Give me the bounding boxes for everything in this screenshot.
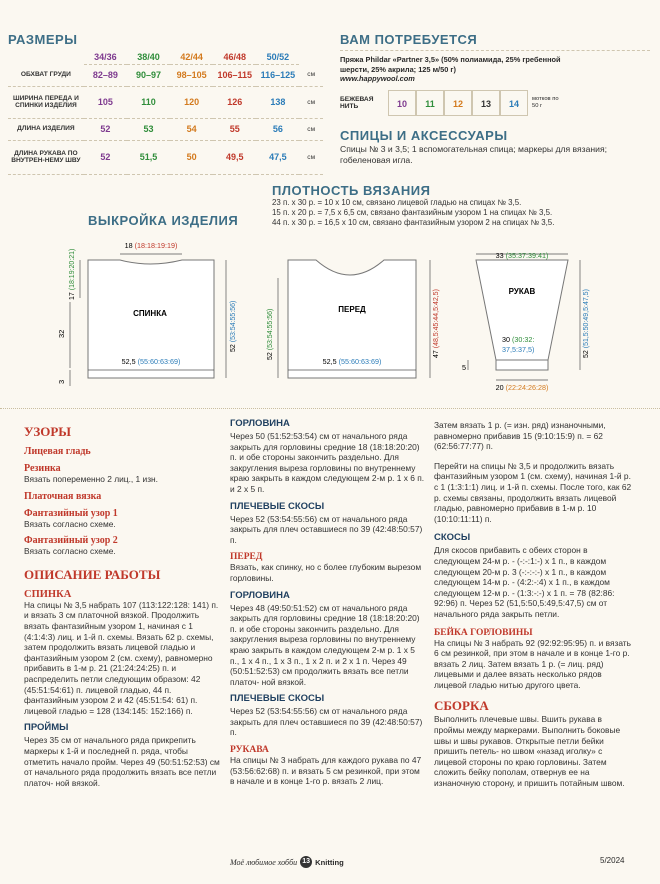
front-width-b: (55:60:63:69) bbox=[338, 357, 382, 366]
unit: см bbox=[299, 64, 323, 86]
size-value: 53 bbox=[127, 118, 170, 140]
sl-len-b: (51,5:50:49,5:47,5) bbox=[583, 289, 590, 349]
sleeve-title: РУКАВА bbox=[230, 745, 269, 756]
band-text: На спицы № 3 набрать 92 (92:92:95:95) п. и вязать 6 см резинкой, при этом в начале и в конце 1-го р. вязать 2 лиц. Затем вязать 1 р. (= лиц. ряд) лицевыми и далее вязать несколько рядов лицевой гладью нитью другого цвета. bbox=[434, 637, 631, 690]
size-value: 110 bbox=[127, 86, 170, 118]
size-value: 120 bbox=[170, 86, 213, 118]
back-title: СПИНКА bbox=[24, 588, 72, 600]
neck2-text: Через 48 (49:50:51:52) см от начального ряда закрыть для горловины средние 18 (18:18:20:20) п. и обе стороны закончить раздельно. Для закругления выреза горловины по внутреннему краю закрыть в каждом следующем 2-м р. 1 х 5 п., 1 х 4 п., 1 х 3 п., 1 х 2 п. и 2 х 1 п. Через 49 (50:51:52:53) см продолжить вязать все петли платоч- ной вязкой. bbox=[230, 602, 420, 687]
width-dim bbox=[122, 357, 181, 366]
front-label: ПЕРЕД bbox=[338, 305, 366, 314]
arm-dim-b: (18:19:20:21) bbox=[69, 248, 76, 291]
back-text: На спицы № 3,5 набрать 107 (113:122:128: 141) п. и вязать 3 см платочной вязкой. Продолжить вязать фантазийным узором 1, начиная с 1 (4:1:4:3) лиц. и 1-й п. схемы. Вязать 62 р. схемы, затем продолжить вязать лицевой гладью и фантазийным узором 2 (см. схему), равномерно прибавить в 1-м р. 21 (21:24:24:25) п. и распределить петли следующим образом: 42 (45:51:54:61) п. лицевой гладью, 44 п. фантазийным узором 2 и 42 (45:51:54: 61) п. лицевой гладью = 128 (134:145: 152:166) п. bbox=[24, 599, 219, 716]
width-a: 52,5 bbox=[121, 357, 136, 366]
yarn-label: БЕЖЕВАЯ НИТЬ bbox=[340, 95, 374, 110]
unit: см bbox=[299, 118, 323, 140]
body-len-b: (53:54:55:56) bbox=[230, 300, 237, 343]
col3-p1: Затем вязать 1 р. (= изн. ряд) изнаночными, равномерно прибавив 15 (9:10:15:9) п. = 62 (62:56:77:77) п. bbox=[434, 420, 606, 452]
footer-magazine bbox=[230, 856, 344, 868]
sleeve-label: РУКАВ bbox=[508, 287, 536, 296]
yarn-unit: мотков по 50 г bbox=[532, 96, 559, 109]
desc-title: ОПИСАНИЕ РАБОТЫ bbox=[24, 566, 161, 582]
yarn-amount: 13 bbox=[472, 90, 500, 116]
neck-dim-a: 18 bbox=[124, 241, 133, 250]
size-value: 55 bbox=[213, 118, 256, 140]
neck-dim-b: (18:18:19:19) bbox=[134, 241, 178, 250]
size-header: 46/48 bbox=[213, 50, 256, 64]
sleeve-cuff bbox=[496, 360, 548, 370]
sl-bot-b: (22:24:26:28) bbox=[505, 383, 549, 392]
sl-bot-a: 20 bbox=[495, 383, 504, 392]
size-value: 49,5 bbox=[213, 140, 256, 174]
needles-text: Спицы № 3 и 3,5; 1 вспомогательная спица; маркеры для вязания; гобеленовая игла. bbox=[340, 144, 607, 165]
yarn-site: www.happywool.com bbox=[340, 74, 415, 83]
assembly-text: Выполнить плечевые швы. Вшить рукава в проймы между маркерами. Выполнить боковые швы и швы рукавов. Открытые петли бейки пришить петель- но швом «назад иголку» с лицевой стороны по краю горловины. Затем сложить бейку пополам, отвернув ее на изнаночную сторону, и пришить потайным швом. bbox=[434, 714, 625, 789]
issue-number: 5/2024 bbox=[600, 856, 625, 865]
sl-top-b: (35:37:39:41) bbox=[505, 251, 549, 260]
front-len-dim bbox=[267, 309, 274, 360]
pattern-2-title: Резинка bbox=[24, 463, 61, 474]
size-value: 51,5 bbox=[127, 140, 170, 174]
yarn-text: Пряжа Phildar «Partner 3,5» (50% полиамида, 25% гребенной шерсти, 25% акрила; 125 м/50 г) bbox=[340, 55, 561, 74]
divider bbox=[0, 408, 660, 409]
row-label: ДЛИНА РУКАВА ПО ВНУТРЕН-НЕМУ ШВУ bbox=[8, 140, 84, 174]
sl-bot-dim bbox=[496, 383, 549, 392]
neck-text: Через 50 (51:52:53:54) см от начального ряда закрыть для горловины средние 18 (18:18:20:20) п. и обе стороны закончить раздельно. Для закругления выреза горловины по внутреннему краю закрыть в каждом следующем 2-м р. 1 х 6 п. и 2 х 5 п. bbox=[230, 431, 425, 494]
needles-title: СПИЦЫ И АКСЕССУАРЫ bbox=[340, 128, 508, 143]
sizes-title: РАЗМЕРЫ bbox=[8, 32, 78, 47]
section-name: Knitting bbox=[315, 857, 344, 867]
sl-cuff-dim: 5 bbox=[462, 363, 466, 372]
size-value: 52 bbox=[84, 118, 127, 140]
front-len-b: (53:54:55:56) bbox=[267, 308, 274, 351]
front-len2-a: 47 bbox=[433, 350, 440, 358]
sizes-table bbox=[8, 50, 323, 175]
size-value: 98–105 bbox=[170, 64, 213, 86]
neck-dim bbox=[125, 241, 178, 250]
front-len2-dim bbox=[433, 289, 440, 358]
front-title: ПЕРЕД bbox=[230, 552, 263, 563]
needs-title: ВАМ ПОТРЕБУЕТСЯ bbox=[340, 32, 478, 47]
width-b: (55:60:63:69) bbox=[137, 357, 181, 366]
row-label: ШИРИНА ПЕРЕДА И СПИНКИ ИЗДЕЛИЯ bbox=[8, 86, 84, 118]
size-value: 47,5 bbox=[256, 140, 299, 174]
unit: см bbox=[299, 140, 323, 174]
yarn-amount: 11 bbox=[416, 90, 444, 116]
assembly-title: СБОРКА bbox=[434, 698, 489, 714]
magazine-name: Моё любимое хобби bbox=[230, 857, 298, 867]
sl-top-a: 33 bbox=[495, 251, 504, 260]
size-value: 50 bbox=[170, 140, 213, 174]
size-value: 56 bbox=[256, 118, 299, 140]
sl-mid-dim bbox=[502, 335, 534, 344]
pattern-3-title: Платочная вязка bbox=[24, 490, 102, 502]
len-3: 3 bbox=[57, 379, 66, 384]
size-header: 38/40 bbox=[127, 50, 170, 64]
pattern-2-text: Вязать попеременно 2 лиц., 1 изн. bbox=[24, 474, 158, 484]
column-3 bbox=[434, 420, 634, 789]
size-value: 54 bbox=[170, 118, 213, 140]
arm-dim-a: 17 bbox=[69, 292, 76, 300]
bevel-title: СКОСЫ bbox=[434, 532, 471, 544]
pattern-title: ВЫКРОЙКА ИЗДЕЛИЯ bbox=[88, 213, 239, 228]
gauge-title: ПЛОТНОСТЬ ВЯЗАНИЯ bbox=[272, 183, 431, 198]
needs-block bbox=[340, 50, 650, 116]
sl-len-a: 52 bbox=[583, 350, 590, 358]
size-value: 106–115 bbox=[213, 64, 256, 86]
neck-title: ГОРЛОВИНА bbox=[230, 418, 290, 429]
size-value: 82–89 bbox=[84, 64, 127, 86]
pattern-5-text: Вязать согласно схеме. bbox=[24, 546, 116, 557]
size-header: 50/52 bbox=[256, 50, 299, 64]
pattern-4-title: Фантазийный узор 1 bbox=[24, 507, 118, 519]
sl-mid-b: (30:32: bbox=[512, 335, 535, 344]
yarn-amount: 14 bbox=[500, 90, 528, 116]
size-value: 116–125 bbox=[256, 64, 299, 86]
column-2 bbox=[230, 418, 426, 787]
back-label: СПИНКА bbox=[133, 309, 167, 318]
gauge-line: 23 п. х 30 р. = 10 х 10 см, связано лицевой гладью на спицах № 3,5. bbox=[272, 198, 522, 207]
gauge-line: 15 п. х 20 р. = 7,5 х 6,5 см, связано фантазийным узором 1 на спицах № 3,5. bbox=[272, 207, 553, 217]
arm-dim bbox=[69, 249, 76, 300]
size-value: 52 bbox=[84, 140, 127, 174]
sl-mid-a: 30 bbox=[502, 335, 510, 344]
sl-len-dim bbox=[583, 289, 590, 358]
shoulder-text: Через 52 (53:54:55:56) см от начального ряда закрыть для плеч оставшиеся по 39 (42:48:50:57) п. bbox=[230, 513, 423, 545]
size-value: 105 bbox=[84, 86, 127, 118]
front-len-a: 52 bbox=[267, 352, 274, 360]
gauge-line: 44 п. х 30 р. = 16,5 х 10 см, связано фантазийным узором 2 на спицах № 3,5. bbox=[272, 217, 555, 227]
front-width-a: 52,5 bbox=[322, 357, 337, 366]
col3-p2: Перейти на спицы № 3,5 и продолжить вязать фантазийным узором 1 (см. схему), начиная 1-й р. с 1 (1:3:1:1) лиц. и 1-й п. схемы. После того, как 62 р. схемы связаны, продолжить вязать лицевой гладью, равномерно прибавив в 1-м р. 10 (10:10:11:11) п. bbox=[434, 460, 632, 524]
row-label: ДЛИНА ИЗДЕЛИЯ bbox=[8, 118, 84, 140]
pattern-diagram bbox=[0, 230, 660, 400]
pattern-1-title: Лицевая гладь bbox=[24, 446, 91, 457]
column-1 bbox=[24, 424, 222, 788]
body-len bbox=[230, 301, 237, 352]
gauge-lines bbox=[272, 198, 657, 227]
size-value: 126 bbox=[213, 86, 256, 118]
neck2-title: ГОРЛОВИНА bbox=[230, 589, 290, 601]
size-header: 34/36 bbox=[84, 50, 127, 64]
holes-text: Через 35 см от начального ряда прикрепить маркеры к 1-й и последней п. ряда, чтобы отметить начало пройм. Через 49 (50:51:52:53) см от начального ряда продолжить вязать все петли платоч- ной вязкой. bbox=[24, 735, 220, 788]
unit: см bbox=[299, 86, 323, 118]
front-width-dim bbox=[323, 357, 382, 366]
size-header: 42/44 bbox=[170, 50, 213, 64]
bevel-text: Для скосов прибавить с обеих сторон в следующем 24-м р. - (-:-:1:-) х 1 п., в каждом следующем 20-м р. 3 (-:-:-:-) х 1 п., в каждом следующем 14-м р. - (4:2:-:4) х 1 п., в каждом следующем 12-м р. - (1:3:-:-) х 1 п. = 78 (82:86: 92:96) п. Через 52 (51,5:50,5:49,5:47,5) см от начального ряда закрыть петли. bbox=[434, 545, 615, 619]
body-len-a: 52 bbox=[230, 344, 237, 352]
row-label: ОБХВАТ ГРУДИ bbox=[8, 64, 84, 86]
holes-title: ПРОЙМЫ bbox=[24, 722, 69, 734]
shoulder2-text: Через 52 (53:54:55:56) см от начального ряда закрыть для плеч оставшиеся по 39 (42:48:50:57) п. bbox=[230, 706, 423, 738]
size-value: 138 bbox=[256, 86, 299, 118]
sl-mid-c: 37,5:37,5) bbox=[502, 345, 535, 354]
page-badge: 13 bbox=[300, 856, 312, 868]
shoulder2-title: ПЛЕЧЕВЫЕ СКОСЫ bbox=[230, 693, 325, 705]
front-text: Вязать, как спинку, но с более глубоким вырезом горловины. bbox=[230, 562, 422, 583]
pattern-5-title: Фантазийный узор 2 bbox=[24, 535, 118, 547]
shoulder-title: ПЛЕЧЕВЫЕ СКОСЫ bbox=[230, 500, 325, 512]
sleeve-text: На спицы № 3 набрать для каждого рукава по 47 (53:56:62:68) п. и вязать 5 см резинкой, при этом в начале и в конце 1-го р. вязать 2 лиц. bbox=[230, 755, 422, 787]
yarn-amount: 10 bbox=[388, 90, 416, 116]
len-32: 32 bbox=[57, 329, 66, 338]
patterns-title: УЗОРЫ bbox=[24, 424, 72, 439]
pattern-4-text: Вязать согласно схеме. bbox=[24, 518, 116, 529]
front-len2-b: (48,5:45:44,5:42,5) bbox=[433, 289, 440, 349]
band-title: БЕЙКА ГОРЛОВИНЫ bbox=[434, 627, 533, 638]
sl-top-dim bbox=[496, 251, 549, 260]
yarn-amount: 12 bbox=[444, 90, 472, 116]
size-value: 90–97 bbox=[127, 64, 170, 86]
